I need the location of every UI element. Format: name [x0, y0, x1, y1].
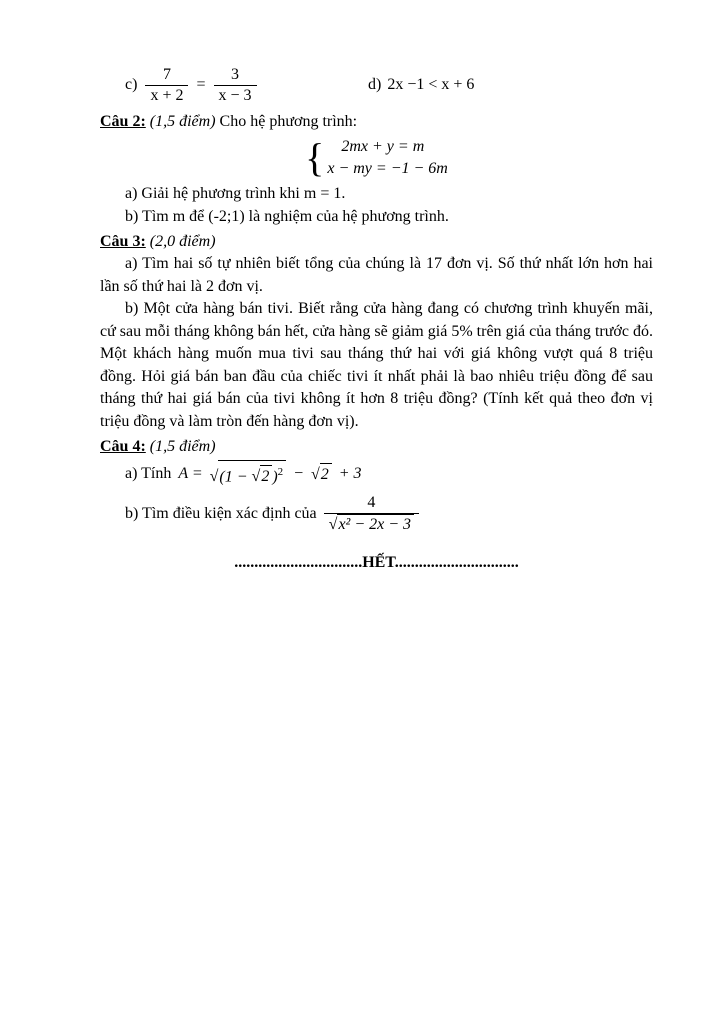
- cau3-part-b: b) Một cửa hàng bán tivi. Biết rằng cửa hàng đang có chương trình khuyến mãi, cứ sau mỗi tháng không bán hết, cửa hàng sẽ giảm giá 5% trên giá của tháng trước đó. Một khách hàng muốn mua tivi sau tháng thứ hai với giá không vượt quá 8 triệu đồng. Hỏi giá bán ban đầu của chiếc tivi ít nhất phải là bao nhiêu triệu đồng để sau tháng thứ hai giá bán của tivi không ít hơn 8 triệu đồng? (Tính kết quả theo đơn vị triệu đồng và làm tròn đến hàng đơn vị).: [100, 300, 653, 430]
- item-d-label: d): [368, 76, 382, 93]
- cau2-intro: Cho hệ phương trình:: [219, 113, 358, 130]
- sqrt-body: x² − 2x − 3: [337, 514, 414, 535]
- inner-pre: (1 −: [219, 468, 248, 486]
- cau2-part-b: b) Tìm m để (-2;1) là nghiệm của hệ phương trình.: [125, 208, 449, 225]
- sqrt-expression: [311, 463, 332, 486]
- item-c-label: c): [125, 76, 138, 93]
- cau4-points: (1,5 điểm): [149, 438, 216, 455]
- sqrt-symbol: √: [310, 465, 320, 483]
- cau2-points: (1,5 điểm): [149, 113, 216, 130]
- equation-2: x − my = −1 − 6m: [327, 160, 448, 177]
- minus-sign: −: [293, 465, 304, 482]
- fraction: [324, 493, 419, 535]
- cau3-title: Câu 3:: [100, 233, 146, 250]
- plus-term: + 3: [338, 465, 362, 482]
- system-equations: [327, 136, 448, 180]
- inner-post: ): [272, 468, 278, 486]
- question1-row: [100, 62, 653, 108]
- sqrt-expression: [210, 460, 287, 488]
- question-1c: [100, 65, 257, 106]
- end-marker: ................................HẾT...............................: [234, 554, 519, 571]
- cau2-title: Câu 2:: [100, 113, 146, 130]
- cau2-part-a: a) Giải hệ phương trình khi m = 1.: [125, 185, 346, 202]
- cau4a-label: a) Tính: [125, 465, 172, 482]
- cau4-part-a: [100, 459, 653, 489]
- cau3-points: (2,0 điểm): [149, 233, 216, 250]
- fraction-numerator: 4: [367, 494, 376, 511]
- cau3-part-a: a) Tìm hai số tự nhiên biết tổng của chúng là 17 đơn vị. Số thứ nhất lớn hơn hai lần số thứ hai là 2 đơn vị.: [100, 255, 653, 295]
- cau4b-label: b) Tìm điều kiện xác định của: [125, 505, 317, 522]
- fraction-right: [214, 65, 257, 106]
- cau4-part-b: [100, 490, 653, 538]
- fraction-denominator: x + 2: [145, 85, 188, 106]
- cau4a-lhs: A =: [178, 465, 203, 482]
- fraction-numerator: 7: [162, 65, 171, 83]
- equals-sign: =: [196, 76, 206, 93]
- fraction-denominator: [324, 513, 419, 535]
- cau3-heading: [100, 231, 653, 253]
- fraction-denominator: x − 3: [214, 85, 257, 106]
- fraction-left: [145, 65, 188, 106]
- sqrt-body: 2: [320, 463, 332, 486]
- question-1d: [368, 74, 474, 96]
- sqrt-expression: [329, 514, 414, 535]
- sqrt-symbol: √: [328, 516, 338, 533]
- equation-system: [100, 135, 653, 181]
- cau4-heading: [100, 436, 653, 458]
- cau2-heading: [100, 111, 653, 133]
- cau4-title: Câu 4:: [100, 438, 146, 455]
- exponent: 2: [277, 465, 284, 478]
- sqrt-symbol: √: [251, 468, 261, 486]
- sqrt-body: [218, 460, 286, 488]
- sqrt-body: 2: [260, 465, 272, 488]
- equation-1: 2mx + y = m: [341, 138, 425, 155]
- fraction-numerator: 3: [231, 65, 240, 83]
- left-brace-symbol: {: [305, 135, 325, 180]
- item-d-expression: 2x −1 < x + 6: [387, 76, 475, 93]
- nested-sqrt-expression: [252, 465, 273, 488]
- sqrt-symbol: √: [209, 468, 219, 486]
